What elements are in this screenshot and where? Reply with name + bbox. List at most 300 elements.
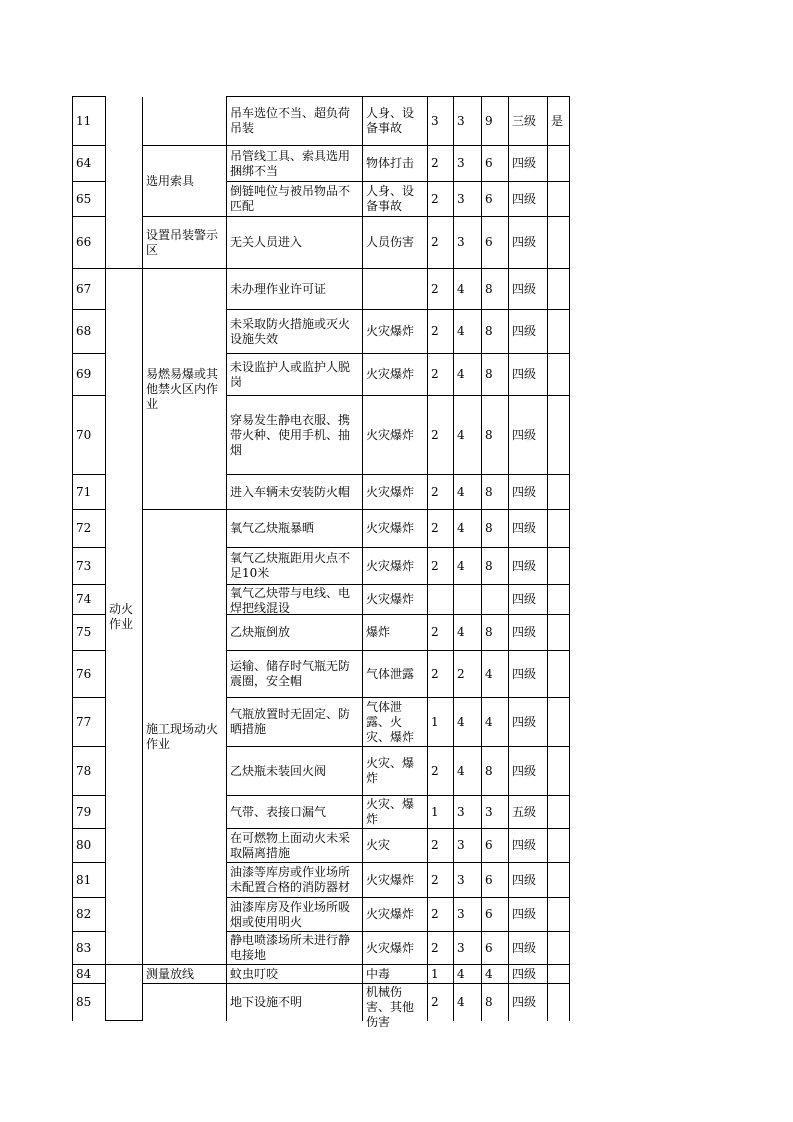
exposure	[454, 217, 482, 269]
consequence	[363, 97, 428, 146]
hazard-description-text: 氧气乙炔瓶距用火点不足10米	[230, 551, 351, 580]
likelihood	[428, 829, 454, 863]
risk-score	[482, 698, 509, 747]
risk-score	[482, 747, 509, 796]
row-number-text: 70	[76, 427, 92, 442]
hazard-description-text: 地下设施不明	[230, 994, 303, 1009]
row-number	[73, 965, 106, 984]
likelihood	[428, 651, 454, 698]
risk-score-text: 6	[485, 235, 493, 249]
consequence-text: 气体泄露、火灾、爆炸	[366, 699, 415, 744]
row-number-text: 78	[76, 763, 92, 778]
risk-level	[509, 796, 548, 829]
hazard-description-text: 在可燃物上面动火未采取隔离措施	[230, 830, 351, 860]
exposure	[454, 269, 482, 310]
hazard-description	[227, 310, 363, 354]
likelihood-text: 2	[431, 367, 439, 381]
exposure	[454, 932, 482, 965]
risk-score-text: 6	[485, 191, 493, 206]
risk-level	[509, 310, 548, 354]
risk-level-text: 四级	[512, 838, 537, 852]
hazard-description-text: 穿易发生静电衣服、携带火种、使用手机、抽烟	[230, 412, 351, 457]
hazard-description-text: 未采取防火措施或灭火设施失效	[230, 316, 351, 346]
hazard-description	[227, 615, 363, 651]
row-number	[73, 863, 106, 898]
risk-level-text: 四级	[512, 324, 537, 338]
likelihood-text: 2	[431, 324, 439, 338]
row-number-text: 77	[76, 714, 92, 729]
risk-level-text: 四级	[512, 484, 537, 499]
risk-score-text: 8	[485, 558, 493, 573]
likelihood-text: 2	[431, 558, 439, 573]
hazard-description	[227, 898, 363, 932]
exposure-text: 4	[457, 281, 465, 296]
hazard-description-text: 油漆库房及作业场所吸烟或使用明火	[230, 899, 351, 929]
row-number	[73, 615, 106, 651]
exposure	[454, 984, 482, 1021]
exposure	[454, 965, 482, 984]
row-number	[73, 984, 106, 1021]
consequence-text: 火灾爆炸	[366, 940, 415, 955]
consequence	[363, 182, 428, 217]
exposure-text: 3	[457, 907, 465, 921]
risk-score-text: 6	[485, 838, 493, 852]
likelihood-text: 2	[431, 763, 439, 778]
risk-score	[482, 97, 509, 146]
risk-score-text: 8	[485, 763, 493, 778]
likelihood	[428, 354, 454, 396]
risk-level-text: 四级	[512, 763, 537, 778]
exposure-text: 4	[457, 521, 465, 535]
hazard-description	[227, 585, 363, 615]
consequence-text: 中毒	[366, 966, 391, 981]
likelihood-text: 2	[431, 940, 439, 955]
table-row	[73, 97, 570, 146]
risk-level	[509, 217, 548, 269]
risk-score-text: 6	[485, 940, 493, 955]
consequence	[363, 475, 428, 510]
consequence	[363, 984, 428, 1029]
risk-level-text: 四级	[512, 427, 537, 442]
consequence	[363, 548, 428, 585]
risk-score-text: 8	[485, 427, 493, 442]
risk-score-text: 4	[485, 666, 493, 681]
exposure-text: 4	[457, 324, 465, 338]
risk-level-text: 四级	[512, 156, 537, 170]
work-type-cell-text: 动火作业	[109, 601, 134, 631]
risk-score-text: 8	[485, 367, 493, 381]
likelihood	[428, 585, 454, 615]
row-number	[73, 475, 106, 510]
likelihood-text: 2	[431, 838, 439, 852]
risk-level	[509, 182, 548, 217]
risk-level-text: 四级	[512, 994, 537, 1009]
hazard-description-text: 进入车辆未安装防火帽	[230, 484, 351, 499]
risk-level	[509, 615, 548, 651]
activity-cell	[143, 984, 227, 1021]
hazard-description	[227, 863, 363, 898]
risk-level	[509, 548, 548, 585]
likelihood	[428, 984, 454, 1021]
exposure	[454, 548, 482, 585]
likelihood	[428, 863, 454, 898]
hazard-description-text: 气带、表接口漏气	[230, 804, 327, 819]
major-risk	[548, 310, 570, 354]
hazard-description-text: 氧气乙炔瓶暴晒	[230, 521, 315, 535]
risk-level-text: 四级	[512, 940, 537, 955]
risk-level	[509, 97, 548, 146]
consequence	[363, 965, 428, 984]
row-number	[73, 548, 106, 585]
major-risk	[548, 269, 570, 310]
risk-score	[482, 585, 509, 615]
likelihood	[428, 747, 454, 796]
exposure-text: 3	[457, 156, 465, 170]
hazard-description	[227, 217, 363, 269]
major-risk	[548, 747, 570, 796]
row-number	[73, 510, 106, 548]
hazard-description	[227, 796, 363, 829]
exposure-text: 3	[457, 838, 465, 852]
row-number	[73, 829, 106, 863]
likelihood-text: 1	[431, 714, 439, 729]
major-risk-text: 是	[551, 113, 564, 128]
risk-level-text: 四级	[512, 521, 537, 535]
hazard-description	[227, 510, 363, 548]
row-number-text: 65	[76, 191, 92, 206]
likelihood-text: 2	[431, 191, 439, 206]
hazard-description	[227, 182, 363, 217]
row-number-text: 67	[76, 281, 92, 296]
exposure-text: 3	[457, 191, 465, 206]
major-risk	[548, 651, 570, 698]
major-risk	[548, 146, 570, 182]
row-number-text: 82	[76, 907, 92, 921]
row-number	[73, 796, 106, 829]
consequence-text: 气体泄露	[366, 666, 415, 681]
risk-score	[482, 310, 509, 354]
consequence	[363, 863, 428, 898]
row-number	[73, 97, 106, 146]
risk-score	[482, 182, 509, 217]
major-risk	[548, 965, 570, 984]
row-number-text: 71	[76, 484, 92, 499]
hazard-description-text: 吊管线工具、索具选用捆绑不当	[230, 148, 351, 178]
consequence-text: 火灾、爆炸	[366, 756, 415, 785]
risk-score	[482, 269, 509, 310]
row-number-text: 79	[76, 804, 92, 819]
hazard-description-text: 氧气乙炔带与电线、电焊把线混设	[230, 585, 351, 615]
likelihood-text: 2	[431, 521, 439, 535]
likelihood	[428, 182, 454, 217]
consequence	[363, 898, 428, 932]
likelihood	[428, 965, 454, 984]
risk-score	[482, 475, 509, 510]
exposure-text: 3	[457, 235, 465, 249]
exposure	[454, 146, 482, 182]
hazard-description	[227, 269, 363, 310]
risk-score-text: 8	[485, 625, 493, 639]
risk-score	[482, 510, 509, 548]
likelihood	[428, 510, 454, 548]
likelihood-text: 2	[431, 666, 439, 681]
risk-level-text: 三级	[512, 113, 537, 128]
risk-score-text: 8	[485, 994, 493, 1009]
risk-level	[509, 829, 548, 863]
risk-level	[509, 585, 548, 615]
hazard-description-text: 吊车选位不当、超负荷吊装	[230, 106, 351, 135]
major-risk	[548, 863, 570, 898]
risk-score-text: 8	[485, 324, 493, 338]
risk-level	[509, 354, 548, 396]
exposure	[454, 796, 482, 829]
work-type-cell	[106, 97, 143, 269]
likelihood	[428, 932, 454, 965]
risk-level	[509, 898, 548, 932]
hazard-description-text: 未办理作业许可证	[230, 281, 327, 296]
risk-score-text: 4	[485, 714, 493, 729]
activity-cell	[143, 97, 227, 146]
likelihood-text: 2	[431, 625, 439, 639]
major-risk	[548, 829, 570, 863]
risk-level	[509, 747, 548, 796]
risk-score	[482, 615, 509, 651]
consequence	[363, 269, 428, 310]
risk-level	[509, 396, 548, 475]
risk-score	[482, 965, 509, 984]
exposure	[454, 182, 482, 217]
major-risk	[548, 510, 570, 548]
activity-cell-text: 易燃易爆或其他禁火区内作业	[146, 366, 219, 411]
exposure	[454, 510, 482, 548]
exposure	[454, 829, 482, 863]
activity-cell	[143, 146, 227, 217]
activity-cell-text: 选用索具	[146, 173, 195, 188]
consequence	[363, 651, 428, 698]
exposure-text: 3	[457, 113, 465, 128]
likelihood-text: 1	[431, 966, 439, 981]
row-number	[73, 585, 106, 615]
major-risk	[548, 898, 570, 932]
exposure-text: 4	[457, 484, 465, 499]
exposure-text: 3	[457, 940, 465, 955]
risk-level-text: 四级	[512, 558, 537, 573]
consequence-text: 火灾爆炸	[366, 907, 415, 921]
hazard-description-text: 油漆等库房或作业场所未配置合格的消防器材	[230, 865, 351, 894]
row-number-text: 85	[76, 994, 92, 1009]
hazard-description	[227, 984, 363, 1021]
risk-score	[482, 932, 509, 965]
activity-cell-text: 测量放线	[146, 966, 195, 981]
risk-score-text: 6	[485, 156, 493, 170]
risk-level	[509, 984, 548, 1021]
likelihood	[428, 217, 454, 269]
hazard-description-text: 未设监护人或监护人脱岗	[230, 359, 351, 389]
risk-level	[509, 698, 548, 747]
row-number	[73, 269, 106, 310]
exposure-text: 3	[457, 804, 465, 819]
table-row	[73, 269, 570, 310]
exposure	[454, 354, 482, 396]
hazard-description-text: 静电喷漆场所未进行静电接地	[230, 933, 351, 962]
likelihood-text: 3	[431, 113, 439, 128]
exposure	[454, 615, 482, 651]
risk-score	[482, 829, 509, 863]
row-number	[73, 747, 106, 796]
row-number-text: 80	[76, 838, 92, 852]
work-type-cell	[106, 269, 143, 965]
major-risk	[548, 984, 570, 1021]
risk-level-text: 四级	[512, 367, 537, 381]
exposure	[454, 698, 482, 747]
likelihood	[428, 475, 454, 510]
risk-level	[509, 965, 548, 984]
consequence-text: 火灾、爆炸	[366, 797, 415, 826]
hazard-description	[227, 651, 363, 698]
likelihood	[428, 269, 454, 310]
table-row	[73, 510, 570, 548]
likelihood-text: 2	[431, 156, 439, 170]
row-number	[73, 182, 106, 217]
consequence	[363, 698, 428, 747]
risk-level-text: 四级	[512, 872, 537, 887]
consequence-text: 人员伤害	[366, 235, 415, 249]
risk-score	[482, 863, 509, 898]
row-number-text: 76	[76, 666, 92, 681]
table-row	[73, 965, 570, 984]
hazard-description-text: 倒链吨位与被吊物品不匹配	[230, 184, 351, 213]
consequence-text: 火灾爆炸	[366, 592, 415, 606]
row-number	[73, 898, 106, 932]
exposure-text: 4	[457, 558, 465, 573]
consequence-text: 机械伤害、其他伤害	[366, 984, 415, 1029]
consequence	[363, 354, 428, 396]
likelihood-text: 2	[431, 907, 439, 921]
risk-level-text: 四级	[512, 235, 537, 249]
hazard-description-text: 运输、储存时气瓶无防震圈，安全帽	[230, 659, 351, 688]
major-risk	[548, 796, 570, 829]
major-risk	[548, 932, 570, 965]
major-risk	[548, 615, 570, 651]
risk-score	[482, 984, 509, 1021]
likelihood-text: 2	[431, 872, 439, 887]
consequence	[363, 217, 428, 269]
exposure-text: 4	[457, 994, 465, 1009]
exposure-text: 4	[457, 427, 465, 442]
exposure	[454, 310, 482, 354]
risk-score	[482, 396, 509, 475]
major-risk	[548, 396, 570, 475]
table-row	[73, 146, 570, 182]
hazard-description	[227, 965, 363, 984]
likelihood-text: 2	[431, 994, 439, 1009]
consequence	[363, 932, 428, 965]
major-risk	[548, 182, 570, 217]
exposure-text: 2	[457, 666, 465, 681]
work-type-cell	[106, 965, 143, 1021]
risk-level	[509, 932, 548, 965]
likelihood-text: 1	[431, 804, 439, 819]
major-risk	[548, 217, 570, 269]
risk-level	[509, 510, 548, 548]
hazard-description-text: 蚊虫叮咬	[230, 966, 279, 981]
likelihood	[428, 97, 454, 146]
exposure	[454, 396, 482, 475]
consequence-text: 火灾爆炸	[366, 872, 415, 887]
likelihood-text: 2	[431, 484, 439, 499]
consequence-text: 火灾爆炸	[366, 484, 415, 499]
hazard-description-text: 乙炔瓶未装回火阀	[230, 763, 327, 778]
risk-score-text: 6	[485, 872, 493, 887]
consequence-text: 物体打击	[366, 156, 415, 170]
risk-score	[482, 354, 509, 396]
row-number	[73, 217, 106, 269]
consequence-text: 火灾爆炸	[366, 324, 415, 338]
exposure	[454, 863, 482, 898]
risk-score-text: 8	[485, 484, 493, 499]
risk-level	[509, 146, 548, 182]
risk-level-text: 四级	[512, 966, 537, 981]
major-risk	[548, 354, 570, 396]
row-number	[73, 651, 106, 698]
exposure-text: 4	[457, 714, 465, 729]
consequence	[363, 747, 428, 796]
row-number-text: 11	[76, 113, 92, 128]
exposure-text: 4	[457, 367, 465, 381]
risk-score-text: 6	[485, 907, 493, 921]
row-number-text: 66	[76, 235, 92, 249]
hazard-table	[72, 96, 570, 1029]
hazard-description	[227, 548, 363, 585]
major-risk	[548, 585, 570, 615]
risk-score	[482, 898, 509, 932]
exposure	[454, 747, 482, 796]
consequence	[363, 510, 428, 548]
risk-score-text: 8	[485, 521, 493, 535]
likelihood	[428, 615, 454, 651]
risk-level	[509, 651, 548, 698]
exposure	[454, 898, 482, 932]
activity-cell	[143, 269, 227, 510]
risk-score-text: 4	[485, 966, 493, 981]
activity-cell	[143, 510, 227, 965]
likelihood	[428, 698, 454, 747]
activity-cell	[143, 965, 227, 984]
risk-level-text: 四级	[512, 714, 537, 729]
major-risk	[548, 475, 570, 510]
consequence-text: 火灾	[366, 838, 391, 852]
risk-score-text: 9	[485, 113, 493, 128]
major-risk	[548, 698, 570, 747]
risk-level-text: 四级	[512, 666, 537, 681]
hazard-description	[227, 747, 363, 796]
consequence-text: 火灾爆炸	[366, 521, 415, 535]
major-risk	[548, 97, 570, 146]
risk-level	[509, 475, 548, 510]
risk-score	[482, 217, 509, 269]
exposure-text: 3	[457, 872, 465, 887]
likelihood	[428, 796, 454, 829]
hazard-description	[227, 396, 363, 475]
row-number-text: 73	[76, 558, 92, 573]
risk-level	[509, 269, 548, 310]
risk-score	[482, 146, 509, 182]
exposure-text: 4	[457, 966, 465, 981]
hazard-description	[227, 354, 363, 396]
risk-level-text: 四级	[512, 625, 537, 639]
risk-score	[482, 548, 509, 585]
consequence-text: 火灾爆炸	[366, 427, 415, 442]
